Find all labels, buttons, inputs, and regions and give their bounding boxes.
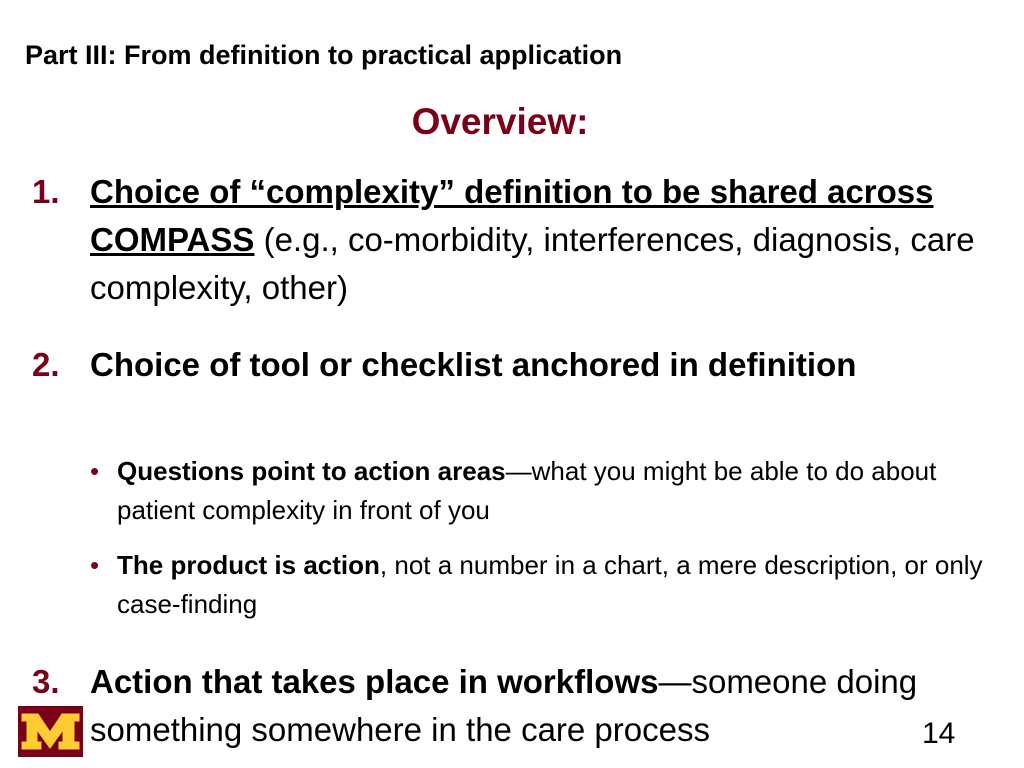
university-block-m-logo-icon bbox=[18, 706, 83, 757]
slide-subtitle: Overview: bbox=[411, 101, 589, 142]
sub-item-title: Questions point to action areas bbox=[117, 456, 506, 486]
list-item-3 bbox=[32, 658, 992, 754]
item-detail: (e.g., co-morbidity, interferences, diagnosis, care complexity, other) bbox=[90, 221, 975, 306]
page-number: 14 bbox=[922, 717, 956, 750]
sub-item-detail: , not a number in a chart, a mere description, or only case-finding bbox=[117, 550, 983, 619]
item-detail: —someone doing something somewhere in the care process bbox=[90, 663, 918, 748]
slide-header: Part III: From definition to practical application bbox=[25, 40, 623, 70]
sub-item-title: The product is action bbox=[117, 550, 380, 580]
bullet-icon: • bbox=[90, 456, 100, 486]
list-item-1 bbox=[32, 168, 992, 312]
item-number: 3. bbox=[32, 663, 60, 700]
sub-item-2 bbox=[90, 546, 1015, 624]
item-title: Choice of “complexity” definition to be shared across COMPASS bbox=[90, 173, 934, 258]
item-number: 1. bbox=[32, 173, 60, 210]
list-item-2 bbox=[32, 341, 992, 389]
sub-item-detail: —what you might be able to do about patient complexity in front of you bbox=[117, 456, 937, 525]
item-title: Action that takes place in workflows bbox=[90, 663, 659, 700]
bullet-icon: • bbox=[90, 550, 100, 580]
item-number: 2. bbox=[32, 346, 60, 383]
sub-item-1 bbox=[90, 452, 1015, 530]
item-title: Choice of tool or checklist anchored in definition bbox=[90, 346, 857, 383]
